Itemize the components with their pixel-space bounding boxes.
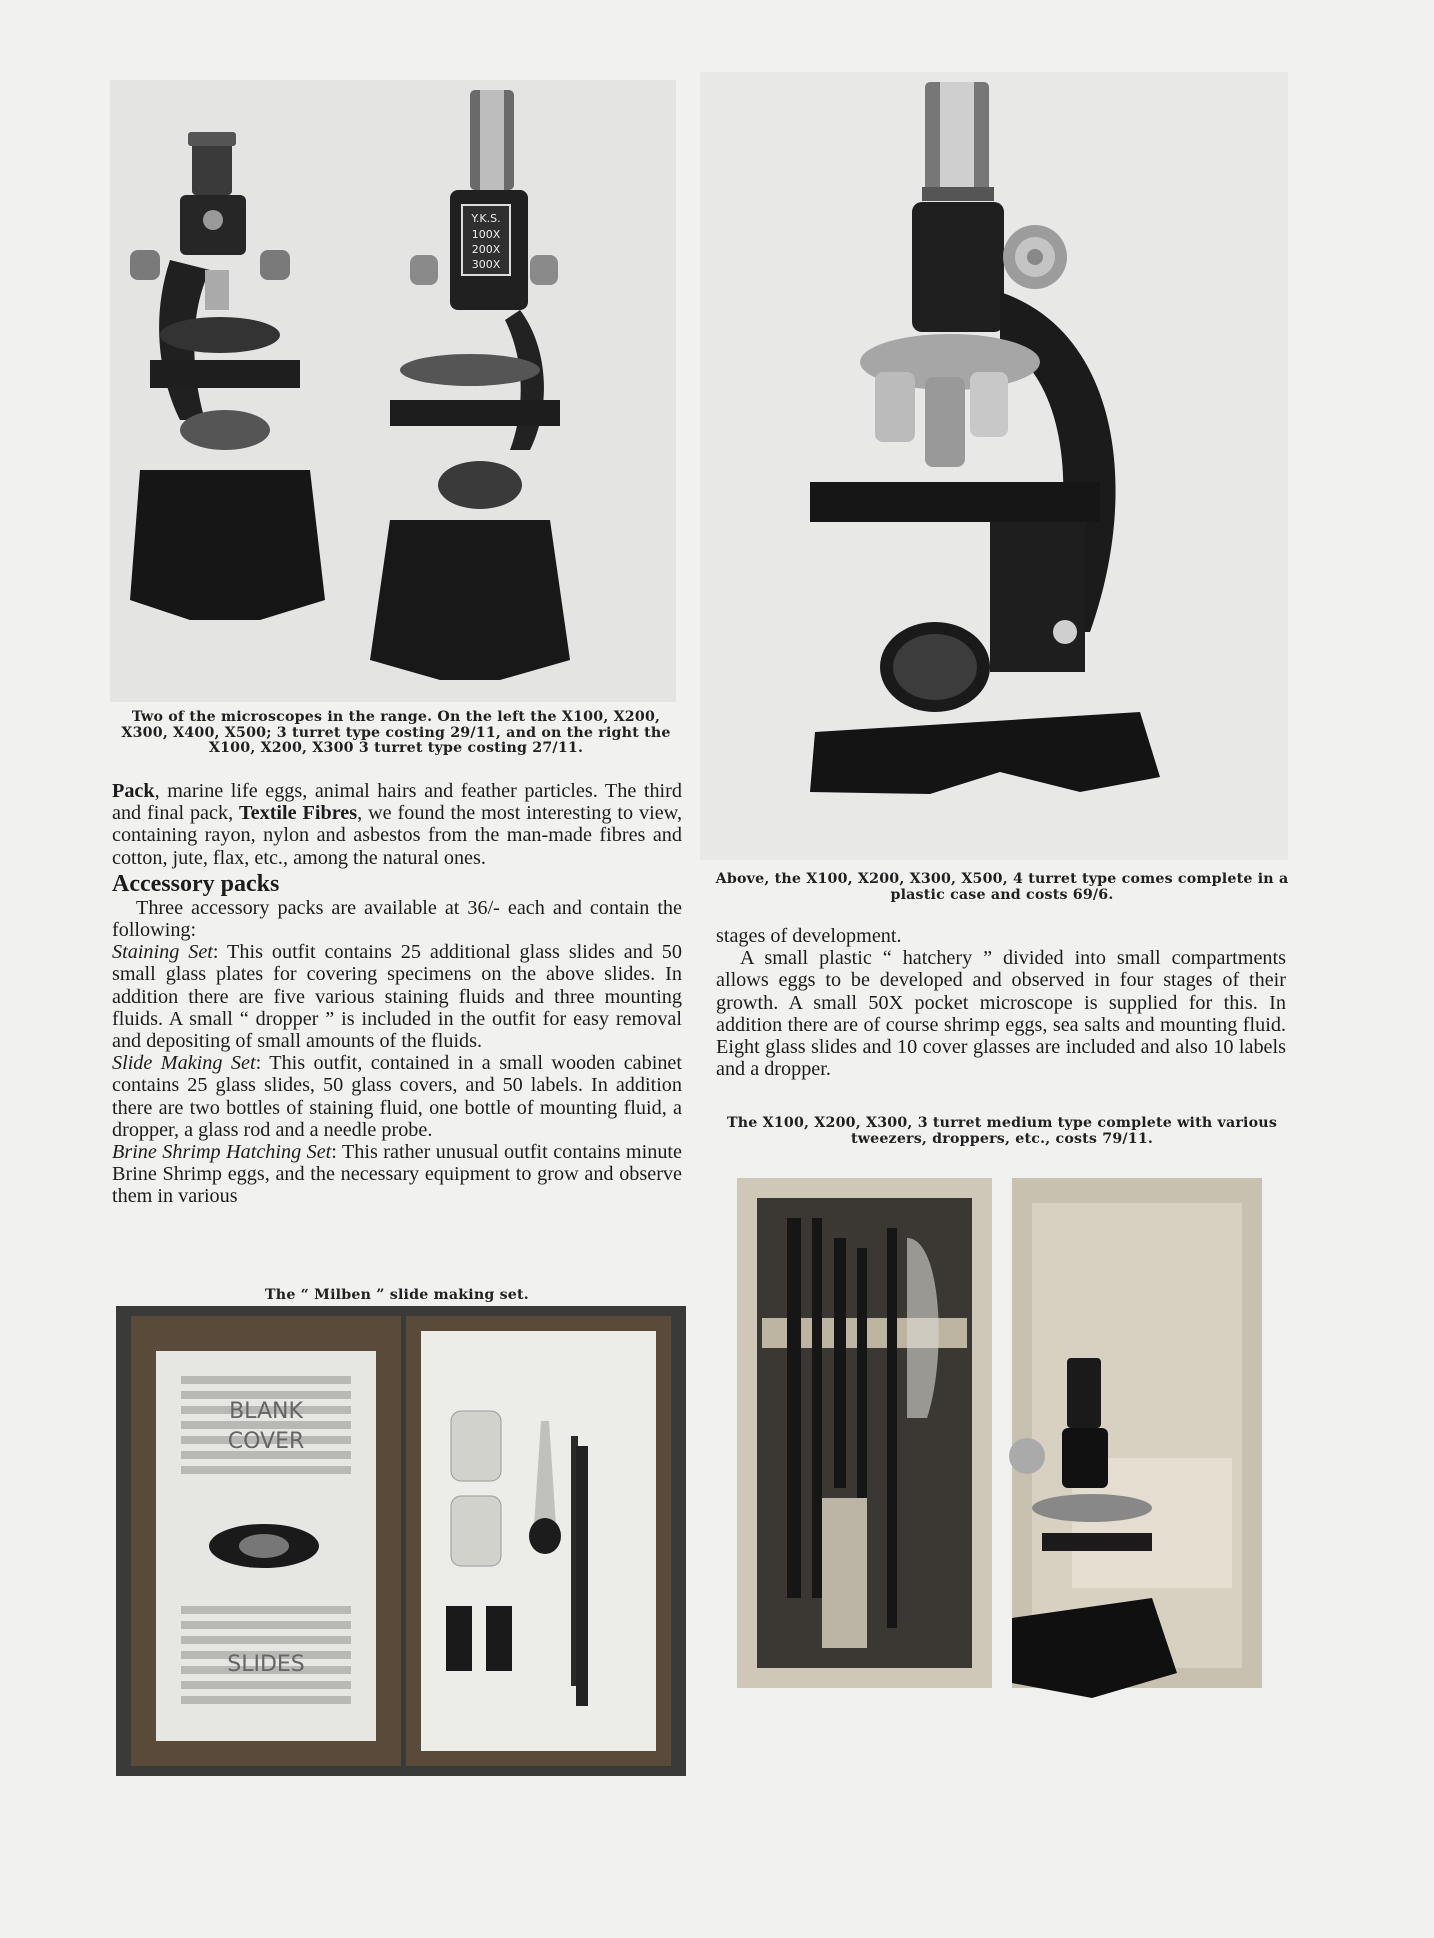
svg-text:BLANK: BLANK <box>229 1399 303 1424</box>
paragraph-packs: Pack, marine life eggs, animal hairs and feather particles. The third and final pack, Textile Fibres, we found the most interesting to view, containing rayon, nylon and asbestos from the man-made fibres and cotton, jute, flax, etc., among the natural ones. <box>112 780 682 869</box>
heading-accessory-packs: Accessory packs <box>112 870 280 897</box>
svg-text:100X: 100X <box>471 228 501 241</box>
caption-medium-type: The X100, X200, X300, 3 turret medium type complete with various tweezers, droppers, etc., costs 79/11. <box>726 1115 1278 1147</box>
svg-text:COVER: COVER <box>227 1429 305 1454</box>
svg-text:SLIDES: SLIDES <box>227 1652 305 1677</box>
paragraph-hatchery: A small plastic “ hatchery ” divided into small compartments allows eggs to be developed and observed in four stages of their growth. A small 50X pocket microscope is supplied for this. In addition there are of course shrimp eggs, sea salts and mounting fluid. Eight glass slides and 10 cover glasses are included and also 10 labels and a dropper. <box>716 947 1286 1081</box>
photo-milben-slide-set <box>116 1306 686 1776</box>
paragraph-accessory-intro: Three accessory packs are available at 36/- each and contain the following: <box>112 896 682 942</box>
photo-two-microscopes <box>110 80 676 702</box>
svg-text:200X: 200X <box>471 243 501 256</box>
paragraph-brine-shrimp-set: Brine Shrimp Hatching Set: This rather unusual outfit contains minute Brine Shrimp eggs, and the necessary equipment to grow and observe them in various <box>112 1141 682 1208</box>
photo-wooden-case-microscope <box>712 1158 1286 1766</box>
caption-four-turret: Above, the X100, X200, X300, X500, 4 turret type comes complete in a plastic case and costs 69/6. <box>715 871 1289 903</box>
photo-four-turret-microscope <box>700 72 1288 860</box>
left-text-column <box>112 780 682 1208</box>
svg-text:300X: 300X <box>471 258 501 271</box>
paragraph-slide-making-set: Slide Making Set: This outfit, contained in a small wooden cabinet contains 25 glass slides, 50 glass covers, and 50 labels. In addition there are two bottles of staining fluid, one bottle of mounting fluid, a dropper, a glass rod and a needle probe. <box>112 1052 682 1141</box>
textile-fibres-label: Textile Fibres <box>239 802 358 825</box>
svg-text:Y.K.S.: Y.K.S. <box>471 212 501 225</box>
paragraph-stages: stages of development. <box>716 925 902 947</box>
right-text-column <box>716 925 1286 1080</box>
pack-label: Pack <box>112 780 155 802</box>
caption-milben-set: The “ Milben ” slide making set. <box>265 1287 529 1303</box>
caption-two-microscopes: Two of the microscopes in the range. On the left the X100, X200, X300, X400, X500; 3 turret type costing 29/11, and on the right the X100, X200, X300 3 turret type costing 27/11. <box>121 709 671 756</box>
paragraph-staining-set: Staining Set: This outfit contains 25 additional glass slides and 50 small glass plates for covering specimens on the above slides. In addition there are five various staining fluids and three mounting fluids. A small “ dropper ” is included in the outfit for easy removal and depositing of small amounts of the fluids. <box>112 941 682 1053</box>
